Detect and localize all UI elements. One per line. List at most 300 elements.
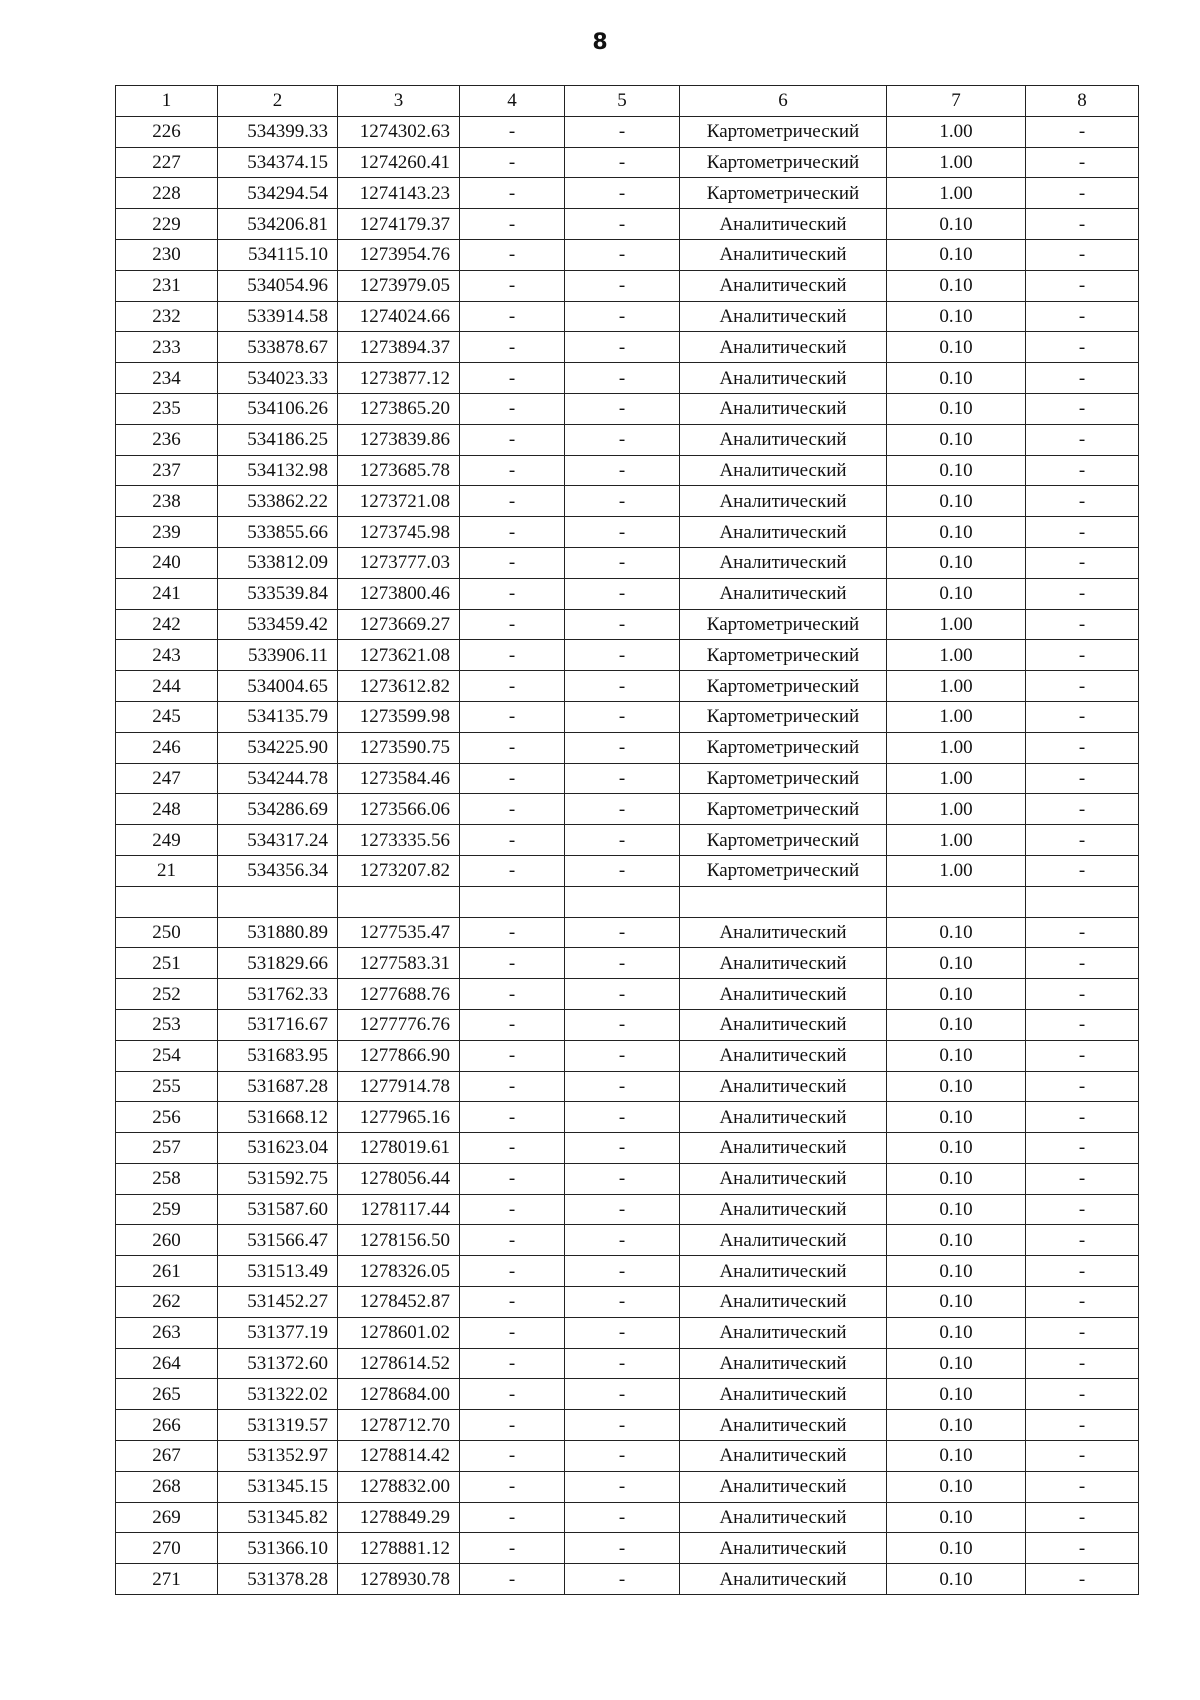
column-5-cell: - [565, 1410, 680, 1441]
column-8-cell: - [1026, 1317, 1139, 1348]
table-row [116, 794, 1139, 825]
column-8-cell: - [1026, 1133, 1139, 1164]
column-8-cell: - [1026, 1441, 1139, 1472]
column-5-cell: - [565, 147, 680, 178]
column-8-cell: - [1026, 1040, 1139, 1071]
method-cell: Аналитический [680, 1256, 887, 1287]
x-coordinate-cell: 534054.96 [218, 270, 338, 301]
y-coordinate-cell: 1278156.50 [338, 1225, 460, 1256]
x-coordinate-cell: 534294.54 [218, 178, 338, 209]
column-4-cell: - [460, 116, 565, 147]
column-5-cell: - [565, 948, 680, 979]
method-cell: Аналитический [680, 239, 887, 270]
accuracy-cell: 0.10 [887, 578, 1026, 609]
method-cell: Аналитический [680, 578, 887, 609]
column-8-cell: - [1026, 1225, 1139, 1256]
x-coordinate-cell: 531513.49 [218, 1256, 338, 1287]
column-5-cell: - [565, 1163, 680, 1194]
method-cell: Аналитический [680, 1317, 887, 1348]
accuracy-cell: 0.10 [887, 1471, 1026, 1502]
table-row [116, 886, 1139, 917]
column-4-cell: - [460, 979, 565, 1010]
point-number-cell: 255 [116, 1071, 218, 1102]
method-cell: Аналитический [680, 1194, 887, 1225]
column-4-cell: - [460, 486, 565, 517]
column-4-cell: - [460, 825, 565, 856]
y-coordinate-cell: 1278601.02 [338, 1317, 460, 1348]
column-5-cell: - [565, 301, 680, 332]
column-5-cell: - [565, 209, 680, 240]
x-coordinate-cell: 534286.69 [218, 794, 338, 825]
x-coordinate-cell: 531762.33 [218, 979, 338, 1010]
column-4-cell: - [460, 609, 565, 640]
point-number-cell: 253 [116, 1009, 218, 1040]
y-coordinate-cell: 1274302.63 [338, 116, 460, 147]
column-8-cell [1026, 886, 1139, 917]
x-coordinate-cell: 531378.28 [218, 1564, 338, 1595]
y-coordinate-cell: 1278684.00 [338, 1379, 460, 1410]
method-cell: Аналитический [680, 209, 887, 240]
method-cell: Аналитический [680, 517, 887, 548]
accuracy-cell: 0.10 [887, 1133, 1026, 1164]
column-4-cell: - [460, 1379, 565, 1410]
table-row [116, 1533, 1139, 1564]
column-8-cell: - [1026, 948, 1139, 979]
column-8-cell: - [1026, 1071, 1139, 1102]
column-5-cell: - [565, 640, 680, 671]
x-coordinate-cell: 531716.67 [218, 1009, 338, 1040]
point-number-cell: 248 [116, 794, 218, 825]
point-number-cell: 269 [116, 1502, 218, 1533]
method-cell: Картометрический [680, 794, 887, 825]
y-coordinate-cell: 1273669.27 [338, 609, 460, 640]
column-8-cell: - [1026, 116, 1139, 147]
point-number-cell: 262 [116, 1287, 218, 1318]
x-coordinate-cell: 534225.90 [218, 732, 338, 763]
accuracy-cell: 0.10 [887, 547, 1026, 578]
y-coordinate-cell: 1278849.29 [338, 1502, 460, 1533]
accuracy-cell: 1.00 [887, 178, 1026, 209]
x-coordinate-cell: 531377.19 [218, 1317, 338, 1348]
column-header: 8 [1026, 86, 1139, 117]
table-row [116, 178, 1139, 209]
table-row [116, 1071, 1139, 1102]
point-number-cell: 231 [116, 270, 218, 301]
x-coordinate-cell: 534356.34 [218, 855, 338, 886]
column-8-cell: - [1026, 1564, 1139, 1595]
column-header: 2 [218, 86, 338, 117]
column-8-cell: - [1026, 147, 1139, 178]
accuracy-cell: 1.00 [887, 763, 1026, 794]
y-coordinate-cell: 1278056.44 [338, 1163, 460, 1194]
accuracy-cell: 1.00 [887, 855, 1026, 886]
table-row [116, 701, 1139, 732]
method-cell: Аналитический [680, 486, 887, 517]
x-coordinate-cell: 533878.67 [218, 332, 338, 363]
table-row [116, 1133, 1139, 1164]
y-coordinate-cell: 1273612.82 [338, 671, 460, 702]
accuracy-cell: 0.10 [887, 1410, 1026, 1441]
y-coordinate-cell: 1278019.61 [338, 1133, 460, 1164]
point-number-cell: 241 [116, 578, 218, 609]
column-8-cell: - [1026, 1287, 1139, 1318]
column-8-cell: - [1026, 794, 1139, 825]
table-row [116, 1287, 1139, 1318]
y-coordinate-cell: 1273584.46 [338, 763, 460, 794]
method-cell: Аналитический [680, 1348, 887, 1379]
table-row [116, 517, 1139, 548]
method-cell: Аналитический [680, 1471, 887, 1502]
table-row [116, 1102, 1139, 1133]
accuracy-cell: 0.10 [887, 209, 1026, 240]
column-8-cell: - [1026, 1163, 1139, 1194]
column-4-cell: - [460, 1225, 565, 1256]
point-number-cell: 265 [116, 1379, 218, 1410]
table-row [116, 270, 1139, 301]
column-4-cell: - [460, 1317, 565, 1348]
column-8-cell: - [1026, 732, 1139, 763]
method-cell: Аналитический [680, 1502, 887, 1533]
column-4-cell: - [460, 301, 565, 332]
column-5-cell: - [565, 1564, 680, 1595]
x-coordinate-cell: 531687.28 [218, 1071, 338, 1102]
column-header: 3 [338, 86, 460, 117]
accuracy-cell: 0.10 [887, 1441, 1026, 1472]
column-5-cell: - [565, 178, 680, 209]
table-row [116, 1441, 1139, 1472]
table-row [116, 948, 1139, 979]
x-coordinate-cell: 533862.22 [218, 486, 338, 517]
column-5-cell: - [565, 578, 680, 609]
column-8-cell: - [1026, 701, 1139, 732]
y-coordinate-cell: 1277866.90 [338, 1040, 460, 1071]
x-coordinate-cell: 531566.47 [218, 1225, 338, 1256]
table-row [116, 1163, 1139, 1194]
column-4-cell: - [460, 1564, 565, 1595]
y-coordinate-cell: 1278814.42 [338, 1441, 460, 1472]
column-5-cell: - [565, 116, 680, 147]
column-5-cell: - [565, 1471, 680, 1502]
column-5-cell: - [565, 732, 680, 763]
column-5-cell: - [565, 763, 680, 794]
method-cell: Картометрический [680, 147, 887, 178]
y-coordinate-cell: 1277583.31 [338, 948, 460, 979]
column-5-cell: - [565, 1533, 680, 1564]
point-number-cell: 263 [116, 1317, 218, 1348]
column-8-cell: - [1026, 1009, 1139, 1040]
method-cell: Аналитический [680, 1379, 887, 1410]
y-coordinate-cell: 1273566.06 [338, 794, 460, 825]
column-8-cell: - [1026, 424, 1139, 455]
method-cell: Аналитический [680, 547, 887, 578]
column-4-cell: - [460, 517, 565, 548]
table-row [116, 1040, 1139, 1071]
accuracy-cell: 0.10 [887, 301, 1026, 332]
y-coordinate-cell: 1277965.16 [338, 1102, 460, 1133]
column-8-cell: - [1026, 825, 1139, 856]
y-coordinate-cell: 1273800.46 [338, 578, 460, 609]
x-coordinate-cell: 531452.27 [218, 1287, 338, 1318]
y-coordinate-cell: 1273877.12 [338, 363, 460, 394]
point-number-cell: 258 [116, 1163, 218, 1194]
x-coordinate-cell: 531880.89 [218, 917, 338, 948]
y-coordinate-cell: 1278117.44 [338, 1194, 460, 1225]
column-8-cell: - [1026, 1533, 1139, 1564]
x-coordinate-cell: 531366.10 [218, 1533, 338, 1564]
y-coordinate-cell: 1278452.87 [338, 1287, 460, 1318]
accuracy-cell: 0.10 [887, 1287, 1026, 1318]
table-row [116, 455, 1139, 486]
column-5-cell: - [565, 1040, 680, 1071]
column-4-cell: - [460, 455, 565, 486]
point-number-cell: 237 [116, 455, 218, 486]
accuracy-cell: 1.00 [887, 825, 1026, 856]
point-number-cell: 229 [116, 209, 218, 240]
method-cell: Аналитический [680, 1040, 887, 1071]
x-coordinate-cell: 533539.84 [218, 578, 338, 609]
column-4-cell: - [460, 763, 565, 794]
point-number-cell: 242 [116, 609, 218, 640]
y-coordinate-cell: 1277535.47 [338, 917, 460, 948]
method-cell: Аналитический [680, 363, 887, 394]
column-8-cell: - [1026, 763, 1139, 794]
method-cell: Аналитический [680, 917, 887, 948]
column-4-cell: - [460, 1348, 565, 1379]
point-number-cell: 238 [116, 486, 218, 517]
point-number-cell: 226 [116, 116, 218, 147]
y-coordinate-cell: 1273777.03 [338, 547, 460, 578]
y-coordinate-cell: 1273721.08 [338, 486, 460, 517]
table-row [116, 609, 1139, 640]
accuracy-cell: 1.00 [887, 640, 1026, 671]
x-coordinate-cell: 531352.97 [218, 1441, 338, 1472]
method-cell: Аналитический [680, 332, 887, 363]
accuracy-cell: 1.00 [887, 116, 1026, 147]
table-row [116, 116, 1139, 147]
column-5-cell: - [565, 1225, 680, 1256]
column-5-cell: - [565, 1009, 680, 1040]
method-cell: Аналитический [680, 1071, 887, 1102]
method-cell: Картометрический [680, 701, 887, 732]
table-row [116, 424, 1139, 455]
table-row [116, 1009, 1139, 1040]
accuracy-cell: 0.10 [887, 1194, 1026, 1225]
column-5-cell: - [565, 794, 680, 825]
column-4-cell: - [460, 239, 565, 270]
column-4-cell: - [460, 732, 565, 763]
accuracy-cell: 0.10 [887, 424, 1026, 455]
method-cell: Аналитический [680, 424, 887, 455]
method-cell: Картометрический [680, 855, 887, 886]
y-coordinate-cell [338, 886, 460, 917]
x-coordinate-cell: 531623.04 [218, 1133, 338, 1164]
x-coordinate-cell: 534399.33 [218, 116, 338, 147]
x-coordinate-cell: 531345.82 [218, 1502, 338, 1533]
column-8-cell: - [1026, 671, 1139, 702]
column-8-cell: - [1026, 609, 1139, 640]
accuracy-cell: 1.00 [887, 701, 1026, 732]
table-row [116, 547, 1139, 578]
y-coordinate-cell: 1274260.41 [338, 147, 460, 178]
column-5-cell: - [565, 917, 680, 948]
table-row [116, 855, 1139, 886]
accuracy-cell: 0.10 [887, 1502, 1026, 1533]
column-4-cell: - [460, 1256, 565, 1287]
table-row [116, 1194, 1139, 1225]
accuracy-cell: 0.10 [887, 1071, 1026, 1102]
method-cell: Аналитический [680, 393, 887, 424]
column-5-cell: - [565, 455, 680, 486]
column-5-cell: - [565, 363, 680, 394]
table-body [116, 116, 1139, 1594]
point-number-cell: 245 [116, 701, 218, 732]
column-5-cell: - [565, 701, 680, 732]
point-number-cell: 268 [116, 1471, 218, 1502]
column-8-cell: - [1026, 640, 1139, 671]
accuracy-cell: 0.10 [887, 1256, 1026, 1287]
y-coordinate-cell: 1278326.05 [338, 1256, 460, 1287]
method-cell: Картометрический [680, 732, 887, 763]
table-row [116, 209, 1139, 240]
x-coordinate-cell: 531592.75 [218, 1163, 338, 1194]
point-number-cell: 235 [116, 393, 218, 424]
point-number-cell: 244 [116, 671, 218, 702]
accuracy-cell: 1.00 [887, 671, 1026, 702]
column-4-cell: - [460, 1040, 565, 1071]
y-coordinate-cell: 1273745.98 [338, 517, 460, 548]
column-8-cell: - [1026, 332, 1139, 363]
column-4-cell: - [460, 1410, 565, 1441]
column-4-cell: - [460, 794, 565, 825]
y-coordinate-cell: 1273335.56 [338, 825, 460, 856]
accuracy-cell: 0.10 [887, 1163, 1026, 1194]
column-4-cell: - [460, 1471, 565, 1502]
x-coordinate-cell: 534023.33 [218, 363, 338, 394]
y-coordinate-cell: 1278930.78 [338, 1564, 460, 1595]
table-row [116, 363, 1139, 394]
column-4-cell: - [460, 1102, 565, 1133]
method-cell: Аналитический [680, 979, 887, 1010]
column-header: 6 [680, 86, 887, 117]
column-4-cell: - [460, 1287, 565, 1318]
y-coordinate-cell: 1273590.75 [338, 732, 460, 763]
column-header: 4 [460, 86, 565, 117]
table-row [116, 1410, 1139, 1441]
column-4-cell: - [460, 147, 565, 178]
column-5-cell: - [565, 1102, 680, 1133]
column-5-cell: - [565, 517, 680, 548]
y-coordinate-cell: 1273207.82 [338, 855, 460, 886]
table-row [116, 1564, 1139, 1595]
y-coordinate-cell: 1273865.20 [338, 393, 460, 424]
column-4-cell: - [460, 1071, 565, 1102]
column-8-cell: - [1026, 1471, 1139, 1502]
column-5-cell: - [565, 1071, 680, 1102]
accuracy-cell: 0.10 [887, 332, 1026, 363]
point-number-cell: 256 [116, 1102, 218, 1133]
y-coordinate-cell: 1277688.76 [338, 979, 460, 1010]
method-cell: Аналитический [680, 270, 887, 301]
accuracy-cell: 0.10 [887, 1009, 1026, 1040]
column-4-cell: - [460, 393, 565, 424]
column-8-cell: - [1026, 547, 1139, 578]
method-cell [680, 886, 887, 917]
y-coordinate-cell: 1278832.00 [338, 1471, 460, 1502]
column-5-cell: - [565, 1441, 680, 1472]
table-row [116, 147, 1139, 178]
column-5-cell: - [565, 486, 680, 517]
y-coordinate-cell: 1274143.23 [338, 178, 460, 209]
page-number: 8 [592, 30, 608, 55]
accuracy-cell [887, 886, 1026, 917]
method-cell: Аналитический [680, 1133, 887, 1164]
method-cell: Аналитический [680, 1102, 887, 1133]
table-row [116, 332, 1139, 363]
column-5-cell: - [565, 332, 680, 363]
table-row [116, 1471, 1139, 1502]
point-number-cell: 267 [116, 1441, 218, 1472]
x-coordinate-cell: 534115.10 [218, 239, 338, 270]
point-number-cell: 227 [116, 147, 218, 178]
method-cell: Аналитический [680, 948, 887, 979]
x-coordinate-cell: 531345.15 [218, 1471, 338, 1502]
method-cell: Аналитический [680, 455, 887, 486]
table-row [116, 486, 1139, 517]
column-8-cell: - [1026, 301, 1139, 332]
x-coordinate-cell: 534206.81 [218, 209, 338, 240]
column-4-cell: - [460, 855, 565, 886]
y-coordinate-cell: 1274024.66 [338, 301, 460, 332]
column-5-cell: - [565, 424, 680, 455]
point-number-cell [116, 886, 218, 917]
column-8-cell: - [1026, 363, 1139, 394]
y-coordinate-cell: 1277914.78 [338, 1071, 460, 1102]
column-8-cell: - [1026, 1348, 1139, 1379]
method-cell: Аналитический [680, 1163, 887, 1194]
accuracy-cell: 0.10 [887, 363, 1026, 394]
table-row [116, 1379, 1139, 1410]
method-cell: Картометрический [680, 825, 887, 856]
table-row [116, 239, 1139, 270]
accuracy-cell: 0.10 [887, 486, 1026, 517]
column-8-cell: - [1026, 517, 1139, 548]
method-cell: Аналитический [680, 1564, 887, 1595]
x-coordinate-cell: 533459.42 [218, 609, 338, 640]
column-5-cell: - [565, 979, 680, 1010]
table-row [116, 763, 1139, 794]
method-cell: Картометрический [680, 671, 887, 702]
column-8-cell: - [1026, 979, 1139, 1010]
table-row [116, 1256, 1139, 1287]
column-4-cell: - [460, 209, 565, 240]
column-5-cell [565, 886, 680, 917]
table-row [116, 825, 1139, 856]
accuracy-cell: 0.10 [887, 1348, 1026, 1379]
accuracy-cell: 0.10 [887, 1317, 1026, 1348]
table-row [116, 301, 1139, 332]
point-number-cell: 252 [116, 979, 218, 1010]
column-8-cell: - [1026, 1102, 1139, 1133]
column-5-cell: - [565, 1348, 680, 1379]
column-4-cell: - [460, 701, 565, 732]
y-coordinate-cell: 1278881.12 [338, 1533, 460, 1564]
column-8-cell: - [1026, 455, 1139, 486]
x-coordinate-cell: 534186.25 [218, 424, 338, 455]
y-coordinate-cell: 1273599.98 [338, 701, 460, 732]
column-8-cell: - [1026, 1256, 1139, 1287]
table-row [116, 1502, 1139, 1533]
table-row [116, 671, 1139, 702]
